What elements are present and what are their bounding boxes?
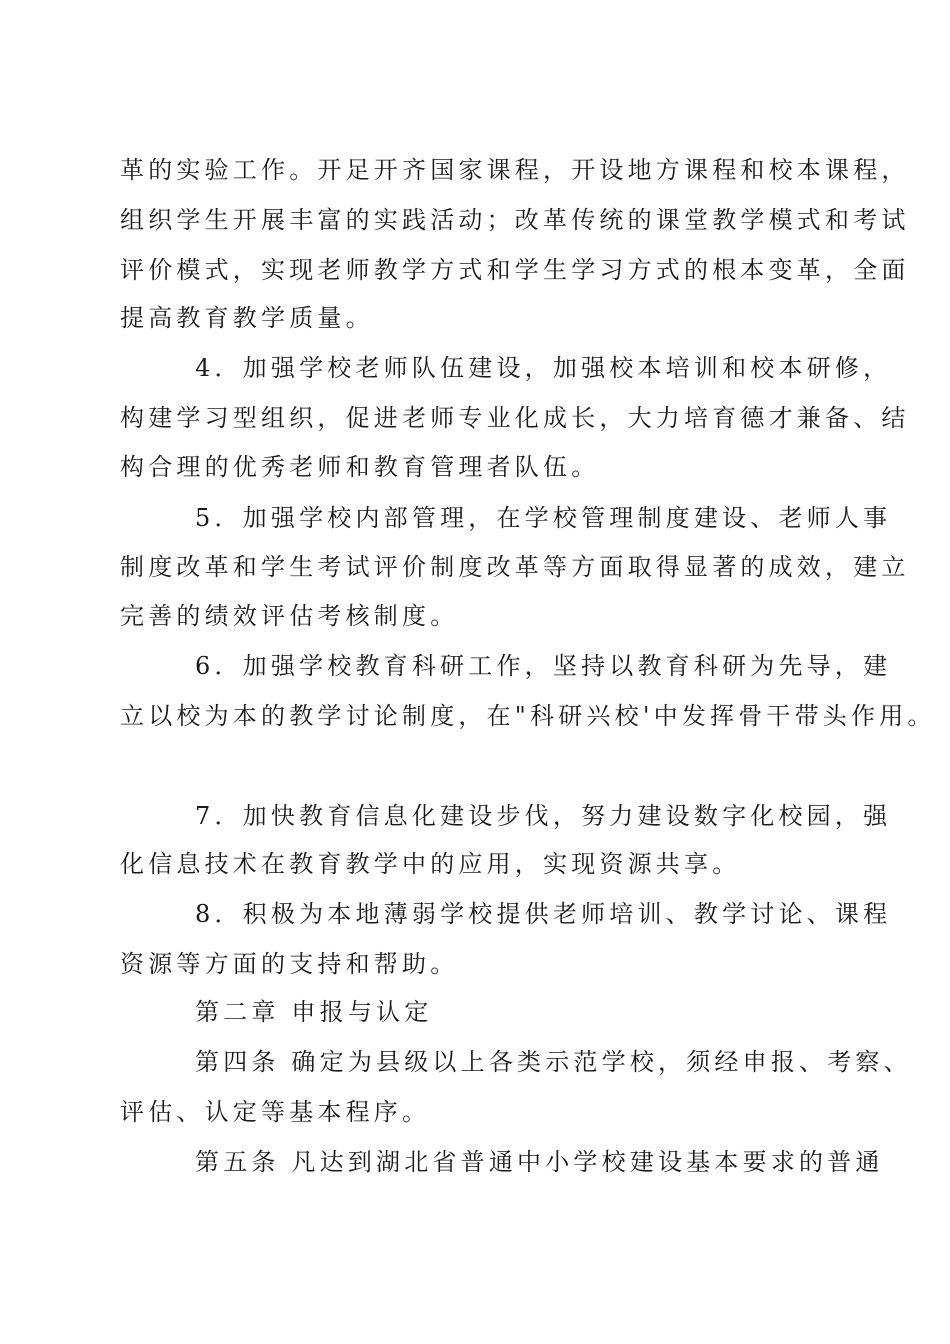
- paragraph-line: 构合理的优秀老师和教育管理者队伍。: [120, 453, 600, 481]
- paragraph-line: 构建学习型组织，促进老师专业化成长，大力培育德才兼备、结: [120, 404, 910, 432]
- paragraph-line: 资源等方面的支持和帮助。: [120, 950, 459, 978]
- chapter-heading: 第二章 申报与认定: [195, 998, 433, 1026]
- paragraph-line: 评价模式，实现老师教学方式和学生学习方式的根本变革，全面: [120, 256, 910, 284]
- paragraph-line: 评估、认定等基本程序。: [120, 1098, 431, 1126]
- paragraph-line: 立以校为本的教学讨论制度，在"科研兴校'中发挥骨干带头作用。: [120, 702, 936, 730]
- item-8-line: 8．积极为本地薄弱学校提供老师培训、教学讨论、课程: [195, 900, 892, 928]
- paragraph-line: 制度改革和学生考试评价制度改革等方面取得显著的成效，建立: [120, 553, 910, 581]
- item-5-line: 5．加强学校内部管理，在学校管理制度建设、老师人事: [195, 504, 892, 532]
- paragraph-line: 完善的绩效评估考核制度。: [120, 602, 459, 630]
- item-4-line: 4．加强学校老师队伍建设，加强校本培训和校本研修，: [195, 354, 892, 382]
- paragraph-line: 革的实验工作。开足开齐国家课程，开设地方课程和校本课程，: [120, 156, 910, 184]
- paragraph-line: 组织学生开展丰富的实践活动；改革传统的课堂教学模式和考试: [120, 206, 910, 234]
- article-4-line: 第四条 确定为县级以上各类示范学校，须经申报、考察、: [195, 1048, 912, 1076]
- paragraph-line: 提高教育教学质量。: [120, 304, 374, 332]
- article-5-line: 第五条 凡达到湖北省普通中小学校建设基本要求的普通: [195, 1148, 884, 1176]
- item-7-line: 7．加快教育信息化建设步伐，努力建设数字化校园，强: [195, 802, 892, 830]
- paragraph-line: 化信息技术在教育教学中的应用，实现资源共享。: [120, 850, 741, 878]
- item-6-line: 6．加强学校教育科研工作，坚持以教育科研为先导，建: [195, 652, 892, 680]
